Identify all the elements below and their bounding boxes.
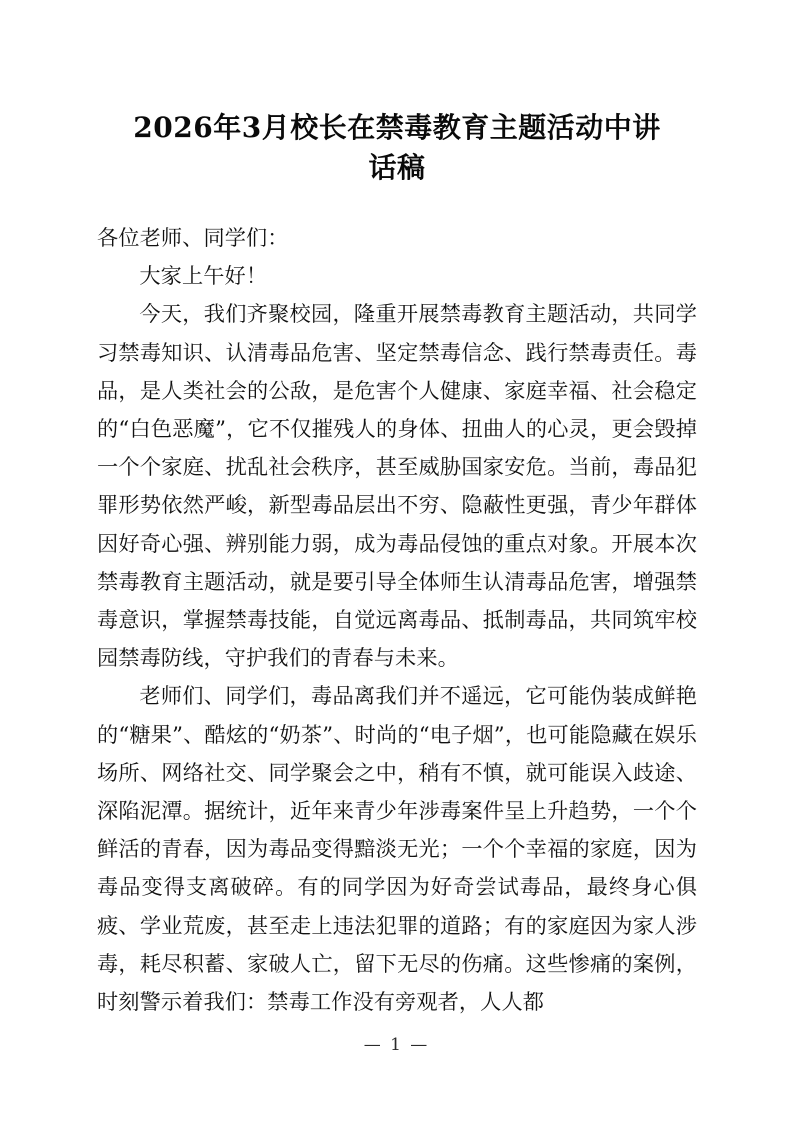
page-number: — 1 — [363, 1035, 430, 1055]
page-footer [0, 1033, 793, 1057]
document-content [97, 0, 697, 1021]
page-title-line-1: 2026年3月校长在禁毒教育主题活动中讲 [133, 111, 661, 144]
document-body [97, 219, 697, 1021]
paragraph-1: 今天，我们齐聚校园，隆重开展禁毒教育主题活动，共同学习禁毒知识、认清毒品危害、坚定禁毒信念、践行禁毒责任。毒品，是人类社会的公敌，是危害个人健康、家庭幸福、社会稳定的“白色恶魔”，它不仅摧残人的身体、扭曲人的心灵，更会毁掉一个个家庭、扰乱社会秩序，甚至威胁国家安危。当前，毒品犯罪形势依然严峻，新型毒品层出不穷、隐蔽性更强，青少年群体因好奇心强、辨别能力弱，成为毒品侵蚀的重点对象。开展本次禁毒教育主题活动，就是要引导全体师生认清毒品危害，增强禁毒意识，掌握禁毒技能，自觉远离毒品、抵制毒品，共同筑牢校园禁毒防线，守护我们的青春与未来。 [97, 301, 697, 671]
page-title-line-2: 话稿 [368, 151, 426, 184]
paragraph-greeting: 大家上午好！ [139, 263, 268, 289]
salutation: 各位老师、同学们： [97, 225, 289, 250]
paragraph-2: 老师们、同学们，毒品离我们并不遥远，它可能伪装成鲜艳的“糖果”、酷炫的“奶茶”、时尚的“电子烟”，也可能隐藏在娱乐场所、网络社交、同学聚会之中，稍有不慎，就可能误入歧途、深陷泥潭。据统计，近年来青少年涉毒案件呈上升趋势，一个个鲜活的青春，因为毒品变得黯淡无光；一个个幸福的家庭，因为毒品变得支离破碎。有的同学因为好奇尝试毒品，最终身心俱疲、学业荒废，甚至走上违法犯罪的道路；有的家庭因为家人涉毒，耗尽积蓄、家破人亡，留下无尽的伤痛。这些惨痛的案例，时刻警示着我们：禁毒工作没有旁观者，人人都 [97, 683, 697, 1015]
page-title [97, 0, 697, 188]
